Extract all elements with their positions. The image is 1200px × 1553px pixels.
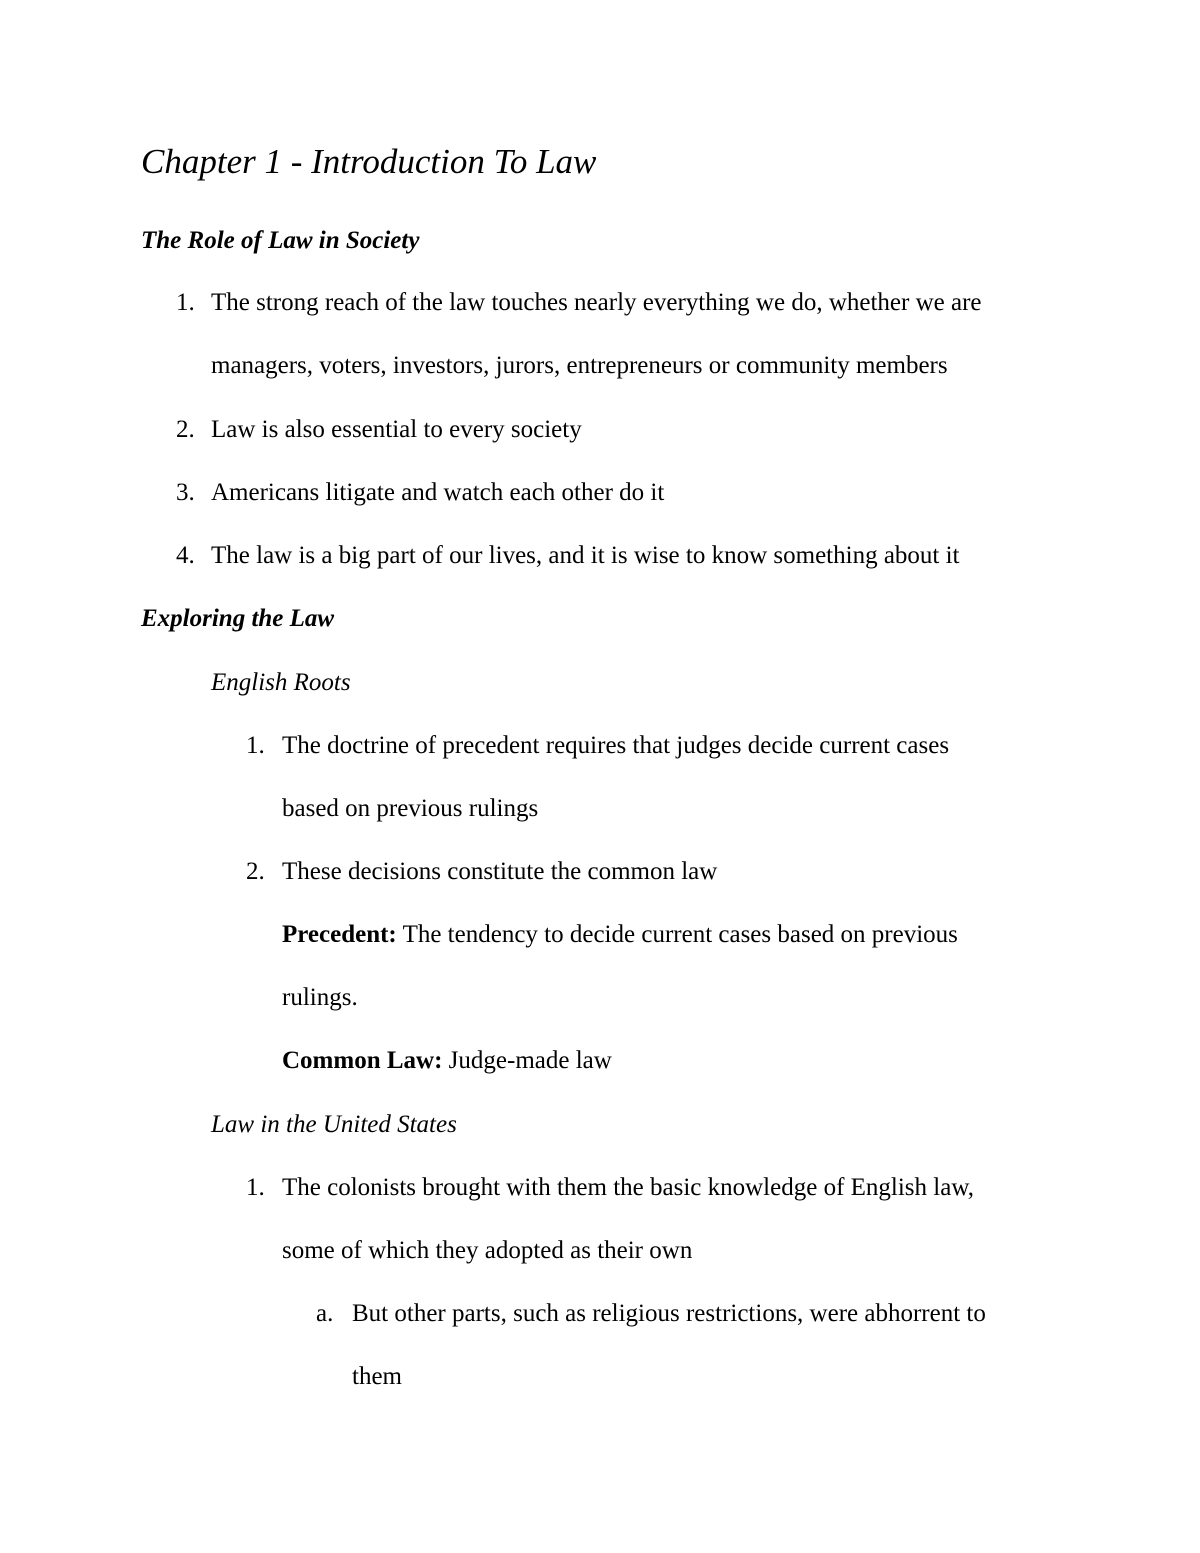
subsection-heading-english-roots: English Roots: [211, 669, 351, 696]
list-item-text: These decisions constitute the common law: [282, 858, 718, 885]
section-heading-role-of-law: The Role of Law in Society: [141, 227, 420, 254]
list-item-text: some of which they adopted as their own: [282, 1237, 693, 1264]
sublist-marker: a.: [316, 1300, 334, 1327]
definition-term: Precedent:: [282, 921, 397, 948]
definition-text: The tendency to decide current cases based on previous: [396, 921, 958, 948]
list-item-text: The law is a big part of our lives, and it is wise to know something about it: [211, 542, 960, 569]
definition-text: Judge-made law: [442, 1047, 612, 1074]
sublist-item-text: But other parts, such as religious restrictions, were abhorrent to: [352, 1300, 986, 1327]
list-item-text: Americans litigate and watch each other do it: [211, 479, 665, 506]
list-item-text: The colonists brought with them the basic knowledge of English law,: [282, 1174, 975, 1201]
definition-common-law: [282, 1046, 612, 1076]
list-item-text: based on previous rulings: [282, 795, 539, 822]
chapter-title: Chapter 1 - Introduction To Law: [141, 142, 597, 181]
list-marker: 4.: [176, 542, 195, 569]
definition-precedent: [282, 920, 958, 950]
list-marker: 2.: [176, 416, 195, 443]
section-heading-exploring-the-law: Exploring the Law: [141, 605, 335, 632]
list-item-text: The strong reach of the law touches nearly everything we do, whether we are: [211, 289, 982, 316]
definition-text: rulings.: [282, 984, 358, 1011]
definition-term: Common Law:: [282, 1047, 443, 1074]
list-item-text: Law is also essential to every society: [211, 416, 582, 443]
list-item-text: The doctrine of precedent requires that judges decide current cases: [282, 732, 950, 759]
list-marker: 1.: [246, 1174, 265, 1201]
list-marker: 1.: [246, 732, 265, 759]
list-item-text: managers, voters, investors, jurors, entrepreneurs or community members: [211, 352, 948, 379]
sublist-item-text: them: [352, 1363, 402, 1390]
subsection-heading-law-in-united-states: Law in the United States: [211, 1111, 457, 1138]
list-marker: 2.: [246, 858, 265, 885]
list-marker: 3.: [176, 479, 195, 506]
list-marker: 1.: [176, 289, 195, 316]
